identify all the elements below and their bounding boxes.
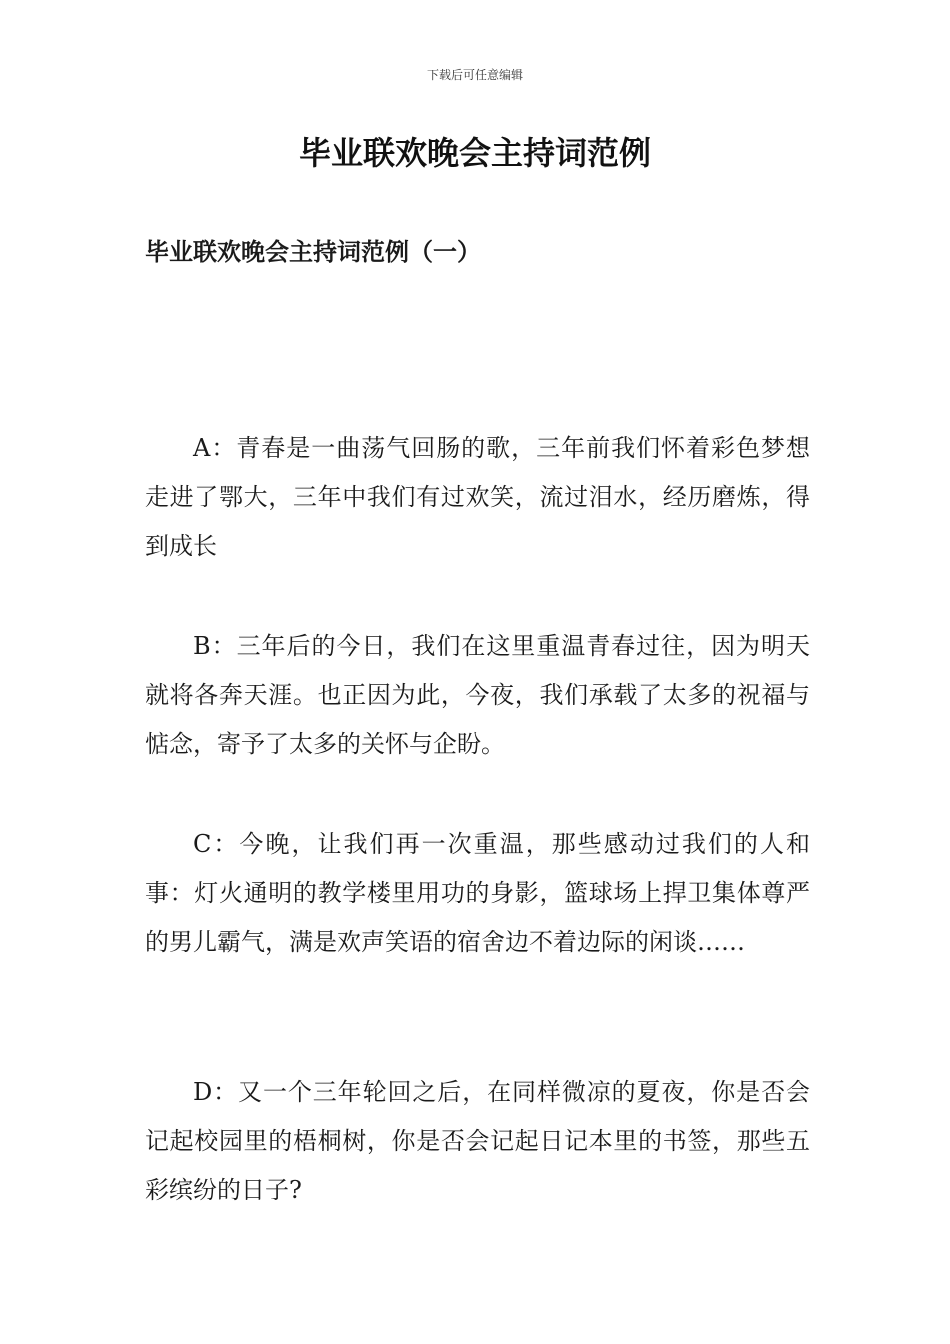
document-title: 毕业联欢晚会主持词范例 — [298, 134, 651, 172]
header-note: 下载后可任意编辑 — [426, 68, 523, 82]
paragraph-c: C：今晚，让我们再一次重温，那些感动过我们的人和事：灯火通明的教学楼里用功的身影，篮球场上捍卫集体尊严的男儿霸气，满是欢声笑语的宿舍边不着边际的闲谈…… — [145, 830, 810, 956]
paragraph-a: A：青春是一曲荡气回肠的歌，三年前我们怀着彩色梦想走进了鄂大，三年中我们有过欢笑，流过泪水，经历磨炼，得到成长 — [145, 434, 810, 560]
paragraph-d: D：又一个三年轮回之后，在同样微凉的夏夜，你是否会记起校园里的梧桐树，你是否会记起日记本里的书签，那些五彩缤纷的日子? — [145, 1078, 810, 1204]
section-title: 毕业联欢晚会主持词范例（一） — [145, 237, 481, 266]
paragraph-b: B：三年后的今日，我们在这里重温青春过往，因为明天就将各奔天涯。也正因为此，今夜，我们承载了太多的祝福与惦念，寄予了太多的关怀与企盼。 — [145, 632, 810, 758]
